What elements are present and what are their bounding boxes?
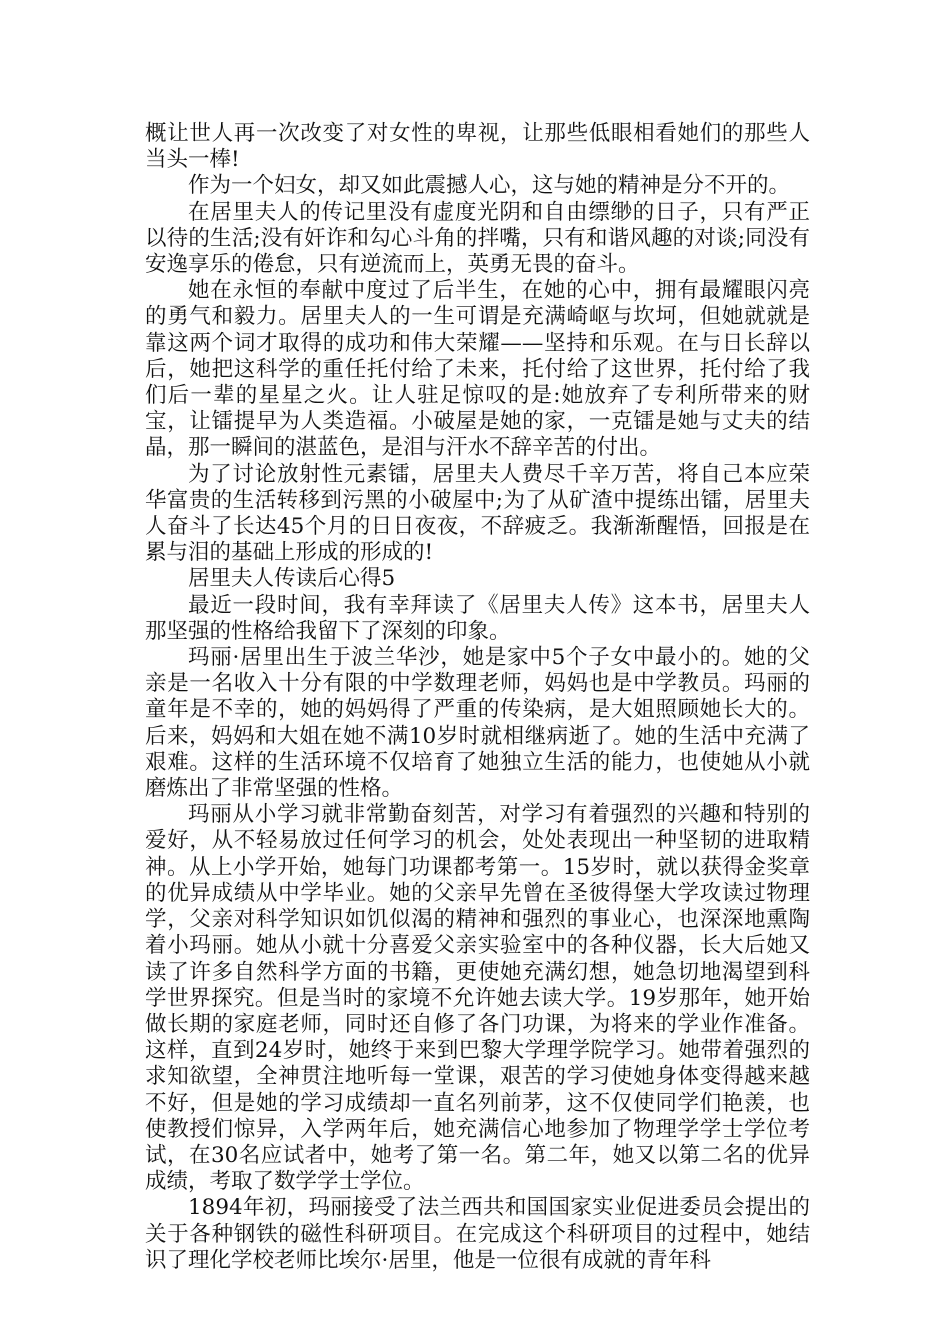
document-body bbox=[145, 121, 810, 1274]
paragraph-2: 作为一个妇女，却又如此震撼人心，这与她的精神是分不开的。 bbox=[188, 173, 791, 199]
paragraph-1: 概让世人再一次改变了对女性的卑视，让那些低眼相看她们的那些人当头一棒! bbox=[145, 121, 810, 173]
paragraph-3: 在居里夫人的传记里没有虚度光阴和自由缥缈的日子，只有严正以待的生活;没有奸诈和勾心斗角的拌嘴，只有和谐风趣的对谈;同没有安逸享乐的倦怠，只有逆流而上，英勇无畏的奋斗。 bbox=[145, 199, 810, 278]
section-heading: 居里夫人传读后心得5 bbox=[188, 566, 396, 592]
paragraph-7: 玛丽·居里出生于波兰华沙，她是家中5个子女中最小的。她的父亲是一名收入十分有限的中学数理老师，妈妈也是中学教员。玛丽的童年是不幸的，她的妈妈得了严重的传染病，是大姐照顾她长大的。后来，妈妈和大姐在她不满10岁时就相继病逝了。她的生活中充满了艰难。这样的生活环境不仅培育了她独立生活的能力，也使她从小就磨炼出了非常坚强的性格。 bbox=[145, 645, 810, 802]
paragraph-4: 她在永恒的奉献中度过了后半生，在她的心中，拥有最耀眼闪亮的勇气和毅力。居里夫人的一生可谓是充满崎岖与坎坷，但她就就是靠这两个词才取得的成功和伟大荣耀——坚持和乐观。在与日长辞以后，她把这科学的重任托付给了未来，托付给了这世界，托付给了我们后一辈的星星之火。让人驻足惊叹的是:她放弃了专利所带来的财宝，让镭提早为人类造福。小破屋是她的家，一克镭是她与丈夫的结晶，那一瞬间的湛蓝色，是泪与汗水不辞辛苦的付出。 bbox=[145, 278, 810, 461]
paragraph-6: 最近一段时间，我有幸拜读了《居里夫人传》这本书，居里夫人那坚强的性格给我留下了深刻的印象。 bbox=[145, 592, 810, 644]
paragraph-5: 为了讨论放射性元素镭，居里夫人费尽千辛万苦，将自己本应荣华富贵的生活转移到污黑的小破屋中;为了从矿渣中提练出镭，居里夫人奋斗了长达45个月的日日夜夜，不辞疲乏。我渐渐醒悟，回报是在累与泪的基础上形成的形成的! bbox=[145, 461, 810, 566]
paragraph-9: 1894年初，玛丽接受了法兰西共和国国家实业促进委员会提出的关于各种钢铁的磁性科研项目。在完成这个科研项目的过程中，她结识了理化学校老师比埃尔·居里，他是一位很有成就的青年科 bbox=[145, 1195, 810, 1273]
paragraph-8: 玛丽从小学习就非常勤奋刻苦，对学习有着强烈的兴趣和特别的爱好，从不轻易放过任何学习的机会，处处表现出一种坚韧的进取精神。从上小学开始，她每门功课都考第一。15岁时，就以获得金奖章的优异成绩从中学毕业。她的父亲早先曾在圣彼得堡大学攻读过物理学，父亲对科学知识如饥似渴的精神和强烈的事业心，也深深地熏陶着小玛丽。她从小就十分喜爱父亲实验室中的各种仪器，长大后她又读了许多自然科学方面的书籍，更使她充满幻想，她急切地渴望到科学世界探究。但是当时的家境不允许她去读大学。19岁那年，她开始做长期的家庭老师，同时还自修了各门功课，为将来的学业作准备。这样，直到24岁时，她终于来到巴黎大学理学院学习。她带着强烈的求知欲望，全神贯注地听每一堂课，艰苦的学习使她身体变得越来越不好，但是她的学习成绩却一直名列前茅，这不仅使同学们艳羡，也使教授们惊异，入学两年后，她充满信心地参加了物理学学士学位考试，在30名应试者中，她考了第一名。第二年，她又以第二名的优异成绩，考取了数学学士学位。 bbox=[145, 802, 810, 1195]
